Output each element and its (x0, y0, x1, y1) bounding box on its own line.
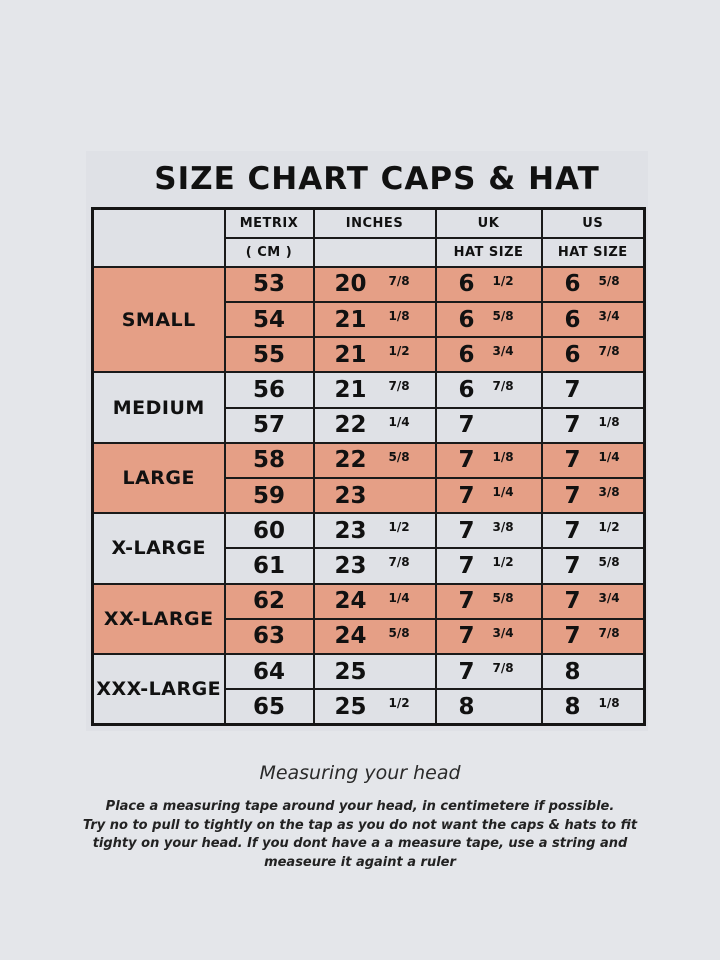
inches-fraction: 7/8 (388, 273, 410, 288)
us-whole: 7 (564, 623, 581, 650)
inches-value (314, 302, 436, 337)
inches-whole: 22 (334, 447, 367, 474)
measuring-instructions (60, 798, 660, 872)
us-whole: 7 (564, 553, 581, 580)
inches-whole: 21 (334, 377, 367, 404)
us-whole: 7 (564, 482, 581, 509)
us-fraction: 1/8 (598, 414, 620, 429)
us-whole: 7 (564, 377, 581, 404)
inches-fraction: 1/8 (388, 309, 410, 324)
us-fraction: 5/8 (598, 555, 620, 570)
us-fraction: 3/4 (598, 590, 620, 605)
us-value (542, 267, 645, 302)
us-value (542, 443, 645, 478)
inches-whole: 21 (334, 306, 367, 333)
uk-whole: 6 (458, 341, 475, 368)
us-fraction: 5/8 (598, 273, 620, 288)
size-row (93, 584, 645, 619)
us-value (542, 408, 645, 443)
us-whole: 6 (564, 341, 581, 368)
us-value (542, 337, 645, 372)
us-whole: 8 (564, 693, 581, 720)
uk-whole: 7 (458, 412, 475, 439)
header-uk-hat-size: HAT SIZE (436, 238, 542, 267)
uk-fraction: 1/4 (492, 485, 514, 500)
uk-value (436, 372, 542, 407)
us-fraction: 1/2 (598, 520, 620, 535)
uk-fraction: 3/4 (492, 625, 514, 640)
uk-whole: 6 (458, 271, 475, 298)
instruction-line: Try no to pull to tightly on the tap as you do not want the caps & hats to fit (82, 817, 638, 833)
uk-value (436, 267, 542, 302)
inches-whole: 23 (334, 517, 367, 544)
size-label: SMALL (93, 267, 225, 373)
header-inches: INCHES (314, 209, 436, 238)
inches-value (314, 372, 436, 407)
instruction-line: Place a measuring tape around your head, in centimetere if possible. (105, 799, 615, 814)
inches-value (314, 654, 436, 689)
inches-whole: 20 (334, 271, 367, 298)
uk-fraction: 5/8 (492, 309, 514, 324)
uk-value (436, 513, 542, 548)
us-value (542, 548, 645, 583)
us-value (542, 689, 645, 724)
inches-whole: 22 (334, 412, 367, 439)
uk-whole: 6 (458, 377, 475, 404)
header-cm: ( CM ) (225, 238, 314, 267)
uk-value (436, 584, 542, 619)
inches-value (314, 443, 436, 478)
inches-fraction: 1/4 (388, 590, 410, 605)
us-whole: 7 (564, 588, 581, 615)
header-inches-blank (314, 238, 436, 267)
us-value (542, 513, 645, 548)
header-corner (93, 209, 225, 267)
uk-value (436, 443, 542, 478)
instruction-line: measeure it againt a ruler (264, 854, 456, 870)
uk-value (436, 302, 542, 337)
cm-value: 63 (225, 619, 314, 654)
uk-fraction: 3/8 (492, 520, 514, 535)
cm-value: 64 (225, 654, 314, 689)
inches-whole: 23 (334, 553, 367, 580)
inches-value (314, 619, 436, 654)
cm-value: 60 (225, 513, 314, 548)
cm-value: 57 (225, 408, 314, 443)
cm-value: 59 (225, 478, 314, 513)
header-uk: UK (436, 209, 542, 238)
uk-value (436, 337, 542, 372)
uk-whole: 6 (458, 306, 475, 333)
size-row (93, 267, 645, 302)
inches-value (314, 478, 436, 513)
us-whole: 7 (564, 517, 581, 544)
chart-title: SIZE CHART CAPS & HAT (154, 161, 600, 197)
uk-fraction: 1/2 (492, 273, 514, 288)
size-label: X-LARGE (93, 513, 225, 583)
uk-value (436, 654, 542, 689)
uk-whole: 7 (458, 623, 475, 650)
cm-value: 61 (225, 548, 314, 583)
inches-fraction: 7/8 (388, 555, 410, 570)
us-fraction: 7/8 (598, 625, 620, 640)
us-fraction: 3/4 (598, 309, 620, 324)
uk-fraction: 7/8 (492, 379, 514, 394)
inches-whole: 21 (334, 341, 367, 368)
inches-value (314, 267, 436, 302)
us-value (542, 584, 645, 619)
us-fraction: 7/8 (598, 344, 620, 359)
cm-value: 54 (225, 302, 314, 337)
uk-value (436, 478, 542, 513)
inches-fraction: 5/8 (388, 625, 410, 640)
uk-fraction: 5/8 (492, 590, 514, 605)
size-row (93, 443, 645, 478)
instruction-line: tighty on your head. If you dont have a a measure tape, use a string and (92, 836, 628, 851)
uk-fraction: 1/2 (492, 555, 514, 570)
inches-value (314, 408, 436, 443)
uk-fraction: 3/4 (492, 344, 514, 359)
size-row (93, 654, 645, 689)
uk-whole: 7 (458, 447, 475, 474)
us-value (542, 619, 645, 654)
inches-fraction: 7/8 (388, 379, 410, 394)
size-row (93, 372, 645, 407)
us-whole: 7 (564, 412, 581, 439)
inches-whole: 24 (334, 588, 367, 615)
us-value (542, 654, 645, 689)
size-table (91, 207, 646, 726)
uk-value (436, 408, 542, 443)
uk-whole: 7 (458, 588, 475, 615)
us-fraction: 3/8 (598, 485, 620, 500)
cm-value: 53 (225, 267, 314, 302)
inches-fraction: 5/8 (388, 449, 410, 464)
cm-value: 55 (225, 337, 314, 372)
header-row (93, 209, 645, 238)
us-whole: 6 (564, 306, 581, 333)
cm-value: 56 (225, 372, 314, 407)
size-label: LARGE (93, 443, 225, 513)
inches-value (314, 548, 436, 583)
inches-whole: 23 (334, 482, 367, 509)
uk-whole: 7 (458, 517, 475, 544)
inches-whole: 24 (334, 623, 367, 650)
uk-value (436, 689, 542, 724)
header-us-hat-size: HAT SIZE (542, 238, 645, 267)
cm-value: 65 (225, 689, 314, 724)
us-whole: 7 (564, 447, 581, 474)
cm-value: 62 (225, 584, 314, 619)
inches-value (314, 337, 436, 372)
us-fraction: 1/4 (598, 449, 620, 464)
uk-fraction: 7/8 (492, 661, 514, 676)
size-label: XX-LARGE (93, 584, 225, 654)
inches-fraction: 1/2 (388, 696, 410, 711)
cm-value: 58 (225, 443, 314, 478)
inches-whole: 25 (334, 693, 367, 720)
uk-whole: 8 (458, 693, 475, 720)
size-label: MEDIUM (93, 372, 225, 442)
inches-value (314, 513, 436, 548)
uk-value (436, 548, 542, 583)
inches-fraction: 1/4 (388, 414, 410, 429)
inches-fraction: 1/2 (388, 520, 410, 535)
header-metrix: METRIX (225, 209, 314, 238)
inches-fraction: 1/2 (388, 344, 410, 359)
size-chart-card (86, 151, 648, 731)
us-whole: 6 (564, 271, 581, 298)
uk-whole: 7 (458, 553, 475, 580)
measuring-title: Measuring your head (259, 762, 461, 784)
us-value (542, 372, 645, 407)
us-fraction: 1/8 (598, 696, 620, 711)
uk-fraction: 1/8 (492, 449, 514, 464)
header-us: US (542, 209, 645, 238)
uk-value (436, 619, 542, 654)
size-label: XXX-LARGE (93, 654, 225, 724)
us-value (542, 302, 645, 337)
inches-value (314, 584, 436, 619)
us-value (542, 478, 645, 513)
uk-whole: 7 (458, 482, 475, 509)
size-row (93, 513, 645, 548)
us-whole: 8 (564, 658, 581, 685)
inches-value (314, 689, 436, 724)
inches-whole: 25 (334, 658, 367, 685)
uk-whole: 7 (458, 658, 475, 685)
